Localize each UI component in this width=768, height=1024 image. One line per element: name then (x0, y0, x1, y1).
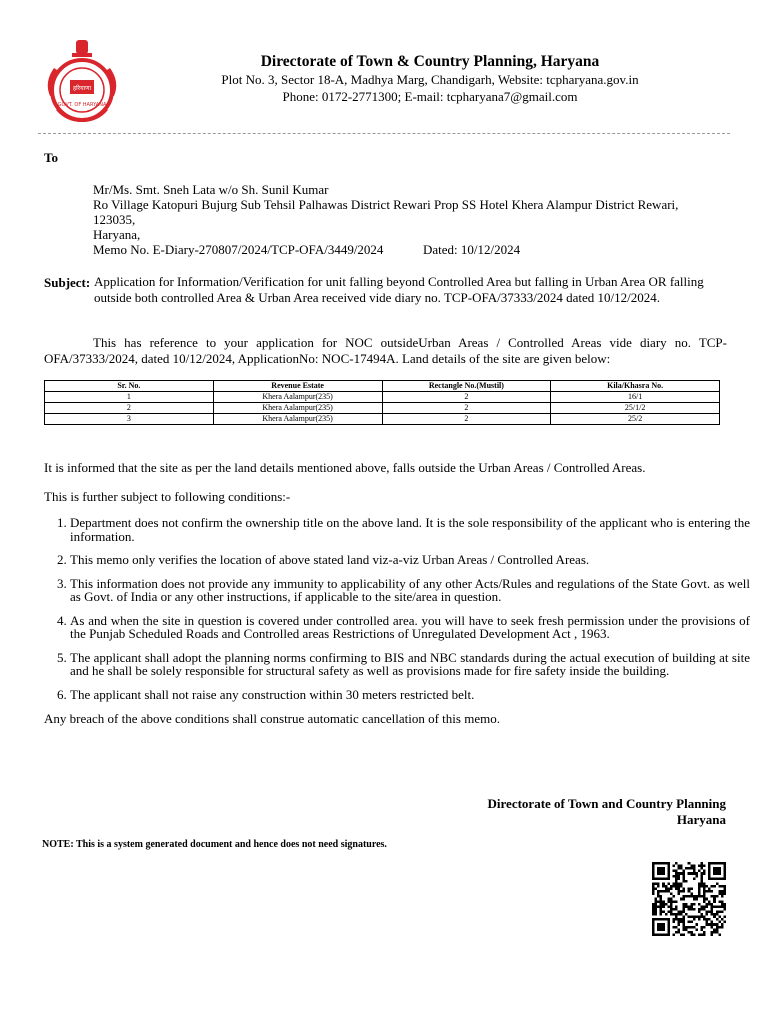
to-label: To (44, 150, 58, 165)
table-cell: 16/1 (551, 392, 720, 403)
recipient-pincode: 123035, (93, 212, 136, 227)
signature-authority: Directorate of Town and Country Planning (487, 796, 726, 811)
condition-item: 2. This memo only verifies the location of above stated land viz-a-viz Urban Areas / Controlled Areas. (70, 553, 750, 567)
memo-line (93, 242, 521, 258)
reference-paragraph: This has reference to your application for NOC outsideUrban Areas / Controlled Areas vide diary no. TCP-OFA/37333/2024, dated 10/12/2024, ApplicationNo: NOC-17494A. Land details of the site are given below: (44, 335, 727, 366)
table-cell: 2 (382, 414, 551, 425)
table-cell: 2 (382, 403, 551, 414)
table-cell: Khera Aalampur(235) (213, 392, 382, 403)
table-cell: Khera Aalampur(235) (213, 414, 382, 425)
column-header: Sr. No. (45, 381, 214, 392)
breach-text: Any breach of the above conditions shall construe automatic cancellation of this memo. (44, 711, 500, 726)
recipient-name: Mr/Ms. Smt. Sneh Lata w/o Sh. Sunil Kumar (93, 182, 329, 197)
header-title: Directorate of Town & Country Planning, Haryana (260, 53, 600, 70)
table-cell: 3 (45, 414, 214, 425)
further-text: This is further subject to following conditions:- (44, 489, 291, 504)
condition-item: 4. As and when the site in question is covered under controlled area. you will have to seek fresh permission under the provisions of the Punjab Scheduled Roads and Controlled areas Restrictions of Unregulated Development Act , 1963. (70, 614, 750, 641)
table-row (45, 392, 720, 403)
table-cell: 2 (45, 403, 214, 414)
recipient-address: Ro Village Katopuri Bujurg Sub Tehsil Palhawas District Rewari Prop SS Hotel Khera Alampur District Rewari, (93, 197, 679, 212)
table-cell: Khera Aalampur(235) (213, 403, 382, 414)
qr-code-icon (652, 862, 726, 936)
table-cell: 25/2 (551, 414, 720, 425)
column-header: Revenue Estate (213, 381, 382, 392)
subject-text: Application for Information/Verification for unit falling beyond Controlled Area but falling in Urban Area OR falling outside both controlled Area & Urban Area received vide diary no. TCP-OFA/37333/2024 dated 10/12/2024. (94, 274, 704, 305)
table-header-row (45, 381, 720, 392)
svg-text:हरियाणा: हरियाणा (72, 85, 92, 92)
table-cell: 2 (382, 392, 551, 403)
table-row (45, 414, 720, 425)
condition-item: 1. Department does not confirm the ownership title on the above land. It is the sole responsibility of the applicant who is entering the information. (70, 516, 750, 543)
column-header: Kila/Khasra No. (551, 381, 720, 392)
land-details-table (44, 380, 720, 425)
conditions-list (44, 516, 750, 701)
header-address: Plot No. 3, Sector 18-A, Madhya Marg, Chandigarh, Website: tcpharyana.gov.in (221, 72, 639, 87)
column-header: Rectangle No.(Mustil) (382, 381, 551, 392)
header-contact: Phone: 0172-2771300; E-mail: tcpharyana7@gmail.com (282, 89, 578, 104)
condition-item: 5. The applicant shall adopt the planning norms confirming to BIS and NBC standards during the actual execution of building at site and he shall be solely responsible for structural safety as well as provisions made for fire safety inside the building. (70, 651, 750, 678)
table-cell: 25/1/2 (551, 403, 720, 414)
header-divider (38, 133, 730, 134)
condition-item: 3. This information does not provide any immunity to applicability of any other Acts/Rules and regulations of the State Govt. as well as Govt. of India or any other instructions, if applicable to the site/area in question. (70, 577, 750, 604)
signature-state: Haryana (676, 812, 726, 827)
subject-label: Subject: (44, 275, 91, 290)
system-note: NOTE: This is a system generated document and hence does not need signatures. (42, 839, 387, 850)
informed-text: It is informed that the site as per the land details mentioned above, falls outside the Urban Areas / Controlled Areas. (44, 460, 646, 475)
recipient-state: Haryana, (93, 227, 141, 242)
table-row (45, 403, 720, 414)
memo-number: Memo No. E-Diary-270807/2024/TCP-OFA/3449/2024 (93, 242, 384, 257)
svg-text:GOVT. OF HARYANA: GOVT. OF HARYANA (57, 102, 107, 108)
memo-date: Dated: 10/12/2024 (423, 242, 521, 257)
haryana-govt-seal-icon (36, 36, 128, 124)
condition-item: 6. The applicant shall not raise any construction within 30 meters restricted belt. (70, 688, 750, 702)
table-cell: 1 (45, 392, 214, 403)
